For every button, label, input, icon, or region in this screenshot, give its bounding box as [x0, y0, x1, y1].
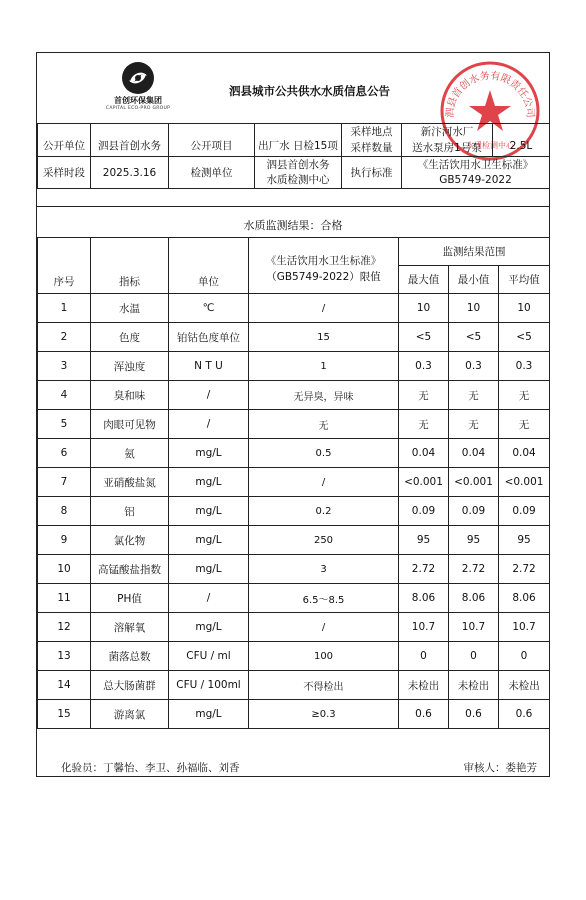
row-max: 0.3 [399, 352, 449, 381]
row-max: <5 [399, 323, 449, 352]
row-indicator: 亚硝酸盐氮 [91, 468, 169, 497]
row-indicator: 浑浊度 [91, 352, 169, 381]
seal-text: 泗县首创水务有限责任公司 [444, 70, 536, 119]
row-index: 12 [38, 613, 91, 642]
period-label: 采样时段 [38, 157, 91, 189]
row-unit: 铂钴色度单位 [169, 323, 249, 352]
lab-value-line2: 水质检测中心 [266, 173, 330, 186]
row-avg: 95 [499, 526, 550, 555]
row-index: 2 [38, 323, 91, 352]
table-row [38, 613, 550, 642]
row-min: 未检出 [449, 671, 499, 700]
lab-value-line1: 泗县首创水务 [266, 158, 330, 171]
row-min: 10.7 [449, 613, 499, 642]
row-max: 10 [399, 294, 449, 323]
signature-footer [37, 754, 549, 774]
company-logo [93, 61, 183, 113]
row-limit: 15 [249, 323, 399, 352]
notice-title: 泗县城市公共供水水质信息公告 [229, 84, 390, 98]
row-avg: 无 [499, 381, 550, 410]
location-label: 采样地点 [350, 126, 393, 138]
reviewer-name: 审核人：娄艳芳 [463, 762, 537, 774]
row-min: 0 [449, 642, 499, 671]
table-row [38, 439, 550, 468]
table-row [38, 584, 550, 613]
row-max: 10.7 [399, 613, 449, 642]
row-unit: CFU / ml [169, 642, 249, 671]
company-logo-icon [121, 61, 155, 95]
standard-value-line2: GB5749-2022 [439, 173, 512, 186]
table-row [38, 642, 550, 671]
row-avg: 未检出 [499, 671, 550, 700]
header-limit-line2: （GB5749-2022）限值 [266, 270, 381, 283]
row-indicator: 菌落总数 [91, 642, 169, 671]
sample-info-table [37, 123, 550, 189]
row-avg: <5 [499, 323, 550, 352]
row-index: 8 [38, 497, 91, 526]
row-avg: 0.3 [499, 352, 550, 381]
logo-english-name: CAPITAL ECO-PRO GROUP [105, 106, 171, 111]
row-limit: ≥0.3 [249, 700, 399, 729]
row-limit: 0.2 [249, 497, 399, 526]
row-avg: 8.06 [499, 584, 550, 613]
header-avg: 平均值 [499, 266, 550, 294]
row-limit: / [249, 468, 399, 497]
table-row [38, 671, 550, 700]
row-index: 7 [38, 468, 91, 497]
row-limit: 1 [249, 352, 399, 381]
row-unit: mg/L [169, 613, 249, 642]
table-row [38, 352, 550, 381]
row-index: 10 [38, 555, 91, 584]
row-max: 0.6 [399, 700, 449, 729]
lab-label: 检测单位 [169, 157, 255, 189]
row-limit: / [249, 294, 399, 323]
row-indicator: 游离氯 [91, 700, 169, 729]
row-max: 2.72 [399, 555, 449, 584]
row-limit: 6.5～8.5 [249, 584, 399, 613]
table-body [38, 294, 550, 729]
row-avg: 无 [499, 410, 550, 439]
row-unit: / [169, 381, 249, 410]
row-min: 8.06 [449, 584, 499, 613]
row-limit: / [249, 613, 399, 642]
row-unit: / [169, 410, 249, 439]
publisher-label: 公开单位 [38, 124, 91, 157]
water-quality-notice [36, 52, 550, 777]
row-unit: mg/L [169, 497, 249, 526]
header-indicator: 指标 [91, 238, 169, 294]
row-index: 15 [38, 700, 91, 729]
row-unit: CFU / 100ml [169, 671, 249, 700]
row-avg: 10 [499, 294, 550, 323]
row-index: 11 [38, 584, 91, 613]
row-index: 13 [38, 642, 91, 671]
row-avg: 0.6 [499, 700, 550, 729]
row-indicator: 臭和味 [91, 381, 169, 410]
row-min: 0.6 [449, 700, 499, 729]
table-row [38, 468, 550, 497]
row-min: 10 [449, 294, 499, 323]
row-unit: N T U [169, 352, 249, 381]
row-min: 0.09 [449, 497, 499, 526]
header-index: 序号 [38, 238, 91, 294]
row-min: 2.72 [449, 555, 499, 584]
water-quality-table [37, 237, 550, 729]
header-max: 最大值 [399, 266, 449, 294]
row-max: 8.06 [399, 584, 449, 613]
table-row [38, 323, 550, 352]
location-value: 新汴河水厂 [420, 126, 474, 138]
row-max: 0.09 [399, 497, 449, 526]
publisher-value: 泗县首创水务 [91, 124, 169, 157]
seal-subtext: 水质检测中心 [466, 141, 514, 150]
row-max: 无 [399, 410, 449, 439]
row-max: 95 [399, 526, 449, 555]
standard-label: 执行标准 [342, 157, 402, 189]
row-index: 5 [38, 410, 91, 439]
row-avg: <0.001 [499, 468, 550, 497]
row-max: 0.04 [399, 439, 449, 468]
row-min: 0.3 [449, 352, 499, 381]
row-indicator: PH值 [91, 584, 169, 613]
period-value: 2025.3.16 [91, 157, 169, 189]
row-min: <0.001 [449, 468, 499, 497]
row-max: 0 [399, 642, 449, 671]
header-range: 监测结果范围 [399, 238, 550, 266]
header-unit: 单位 [169, 238, 249, 294]
row-index: 6 [38, 439, 91, 468]
row-min: 95 [449, 526, 499, 555]
location-value-2: 送水泵房1号泵 [412, 142, 482, 154]
row-indicator: 肉眼可见物 [91, 410, 169, 439]
chemists-names: 化验员：丁馨怡、李卫、孙福临、刘香 [61, 762, 240, 774]
row-index: 3 [38, 352, 91, 381]
row-avg: 0 [499, 642, 550, 671]
row-min: 0.04 [449, 439, 499, 468]
row-min: <5 [449, 323, 499, 352]
row-indicator: 水温 [91, 294, 169, 323]
table-row [38, 294, 550, 323]
row-indicator: 总大肠菌群 [91, 671, 169, 700]
row-index: 14 [38, 671, 91, 700]
row-indicator: 高锰酸盐指数 [91, 555, 169, 584]
header-limit-line1: 《生活饮用水卫生标准》 [265, 254, 382, 267]
row-max: <0.001 [399, 468, 449, 497]
table-row [38, 555, 550, 584]
quantity-value: 2.5L [493, 124, 550, 157]
table-row [38, 410, 550, 439]
row-unit: mg/L [169, 468, 249, 497]
row-unit: mg/L [169, 439, 249, 468]
table-row [38, 526, 550, 555]
blank-row [37, 187, 549, 207]
row-indicator: 氨 [91, 439, 169, 468]
row-unit: ℃ [169, 294, 249, 323]
row-max: 无 [399, 381, 449, 410]
row-indicator: 氯化物 [91, 526, 169, 555]
row-limit: 无 [249, 410, 399, 439]
quantity-label: 采样数量 [350, 142, 393, 154]
row-min: 无 [449, 381, 499, 410]
row-indicator: 铝 [91, 497, 169, 526]
row-avg: 10.7 [499, 613, 550, 642]
table-row [38, 497, 550, 526]
row-avg: 0.09 [499, 497, 550, 526]
row-avg: 2.72 [499, 555, 550, 584]
row-max: 未检出 [399, 671, 449, 700]
row-indicator: 色度 [91, 323, 169, 352]
row-unit: mg/L [169, 526, 249, 555]
standard-value-line1: 《生活饮用水卫生标准》 [417, 158, 534, 171]
header-min: 最小值 [449, 266, 499, 294]
monitoring-result: 水质监测结果：合格 [243, 219, 343, 232]
row-limit: 100 [249, 642, 399, 671]
row-unit: mg/L [169, 700, 249, 729]
item-value: 出厂水 日检15项 [255, 124, 342, 157]
row-index: 1 [38, 294, 91, 323]
row-unit: mg/L [169, 555, 249, 584]
item-label: 公开项目 [169, 124, 255, 157]
row-limit: 无异臭，异味 [249, 381, 399, 410]
row-index: 9 [38, 526, 91, 555]
row-index: 4 [38, 381, 91, 410]
row-unit: / [169, 584, 249, 613]
logo-chinese-name: 首创环保集团 [114, 96, 162, 105]
row-limit: 不得检出 [249, 671, 399, 700]
table-row [38, 700, 550, 729]
row-avg: 0.04 [499, 439, 550, 468]
row-limit: 250 [249, 526, 399, 555]
table-row [38, 381, 550, 410]
row-limit: 3 [249, 555, 399, 584]
row-min: 无 [449, 410, 499, 439]
row-limit: 0.5 [249, 439, 399, 468]
row-indicator: 溶解氧 [91, 613, 169, 642]
